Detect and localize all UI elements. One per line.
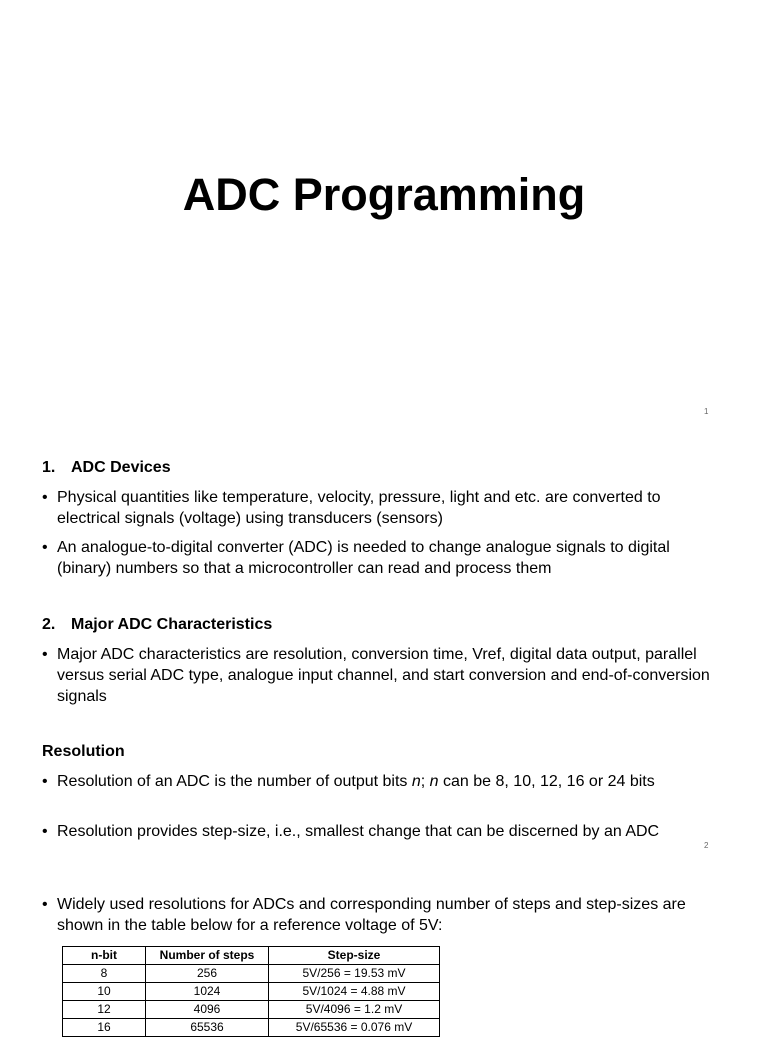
list-item (42, 771, 722, 792)
table-cell: 5V/1024 = 4.88 mV (269, 983, 440, 1001)
section-title: Major ADC Characteristics (71, 616, 273, 633)
bullet-text: Major ADC characteristics are resolution, conversion time, Vref, digital data output, parallel versus serial ADC type, analogue input channel, and start conversion and end-of-conversion signals (57, 646, 710, 705)
bullet-text: Widely used resolutions for ADCs and corresponding number of steps and step-sizes are shown in the table below for a reference voltage of 5V: (57, 896, 686, 934)
section-heading-adc-devices (42, 458, 171, 478)
table-header-row (63, 947, 440, 965)
table-cell: 8 (63, 965, 146, 983)
list-item (42, 894, 722, 936)
header-number-of-steps: Number of steps (146, 947, 269, 965)
table-row (63, 983, 440, 1001)
section-title: ADC Devices (71, 459, 171, 476)
resolution-heading: Resolution (42, 743, 125, 760)
header-step-size: Step-size (269, 947, 440, 965)
page-number: 2 (704, 841, 709, 850)
table-cell: 12 (63, 1001, 146, 1019)
bullet-icon: • (42, 823, 48, 840)
section-heading-major-adc-characteristics (42, 615, 272, 635)
table-cell: 1024 (146, 983, 269, 1001)
table-row (63, 965, 440, 983)
section-number: 1. (42, 459, 56, 476)
slide-title: ADC Programming (182, 169, 586, 220)
header-n-bit: n-bit (63, 947, 146, 965)
table-cell: 256 (146, 965, 269, 983)
bullet-icon: • (42, 896, 48, 913)
table-cell: 5V/65536 = 0.076 mV (269, 1019, 440, 1037)
bullet-icon: • (42, 489, 48, 506)
section-number: 2. (42, 616, 56, 633)
list-item (42, 821, 742, 842)
bullet-text: Resolution provides step-size, i.e., smallest change that can be discerned by an ADC (57, 823, 660, 840)
table-cell: 10 (63, 983, 146, 1001)
table-cell: 65536 (146, 1019, 269, 1037)
table-cell: 4096 (146, 1001, 269, 1019)
bullet-icon: • (42, 539, 48, 556)
table-cell: 16 (63, 1019, 146, 1037)
bullet-text: Physical quantities like temperature, velocity, pressure, light and etc. are converted to electrical signals (voltage) using transducers (sensors) (57, 489, 661, 527)
list-item (42, 487, 722, 529)
page-number: 1 (704, 407, 709, 416)
table-cell: 5V/4096 = 1.2 mV (269, 1001, 440, 1019)
table-row (63, 1019, 440, 1037)
bullet-text: An analogue-to-digital converter (ADC) is needed to change analogue signals to digital (binary) numbers so that a microcontroller can read and process them (57, 539, 670, 577)
list-item (42, 644, 722, 707)
bullet-text: Resolution of an ADC is the number of output bits n; n can be 8, 10, 12, 16 or 24 bits (57, 773, 655, 790)
table-row (63, 1001, 440, 1019)
bullet-icon: • (42, 646, 48, 663)
list-item (42, 537, 722, 579)
bullet-icon: • (42, 773, 48, 790)
resolution-table (62, 946, 440, 1037)
table-cell: 5V/256 = 19.53 mV (269, 965, 440, 983)
